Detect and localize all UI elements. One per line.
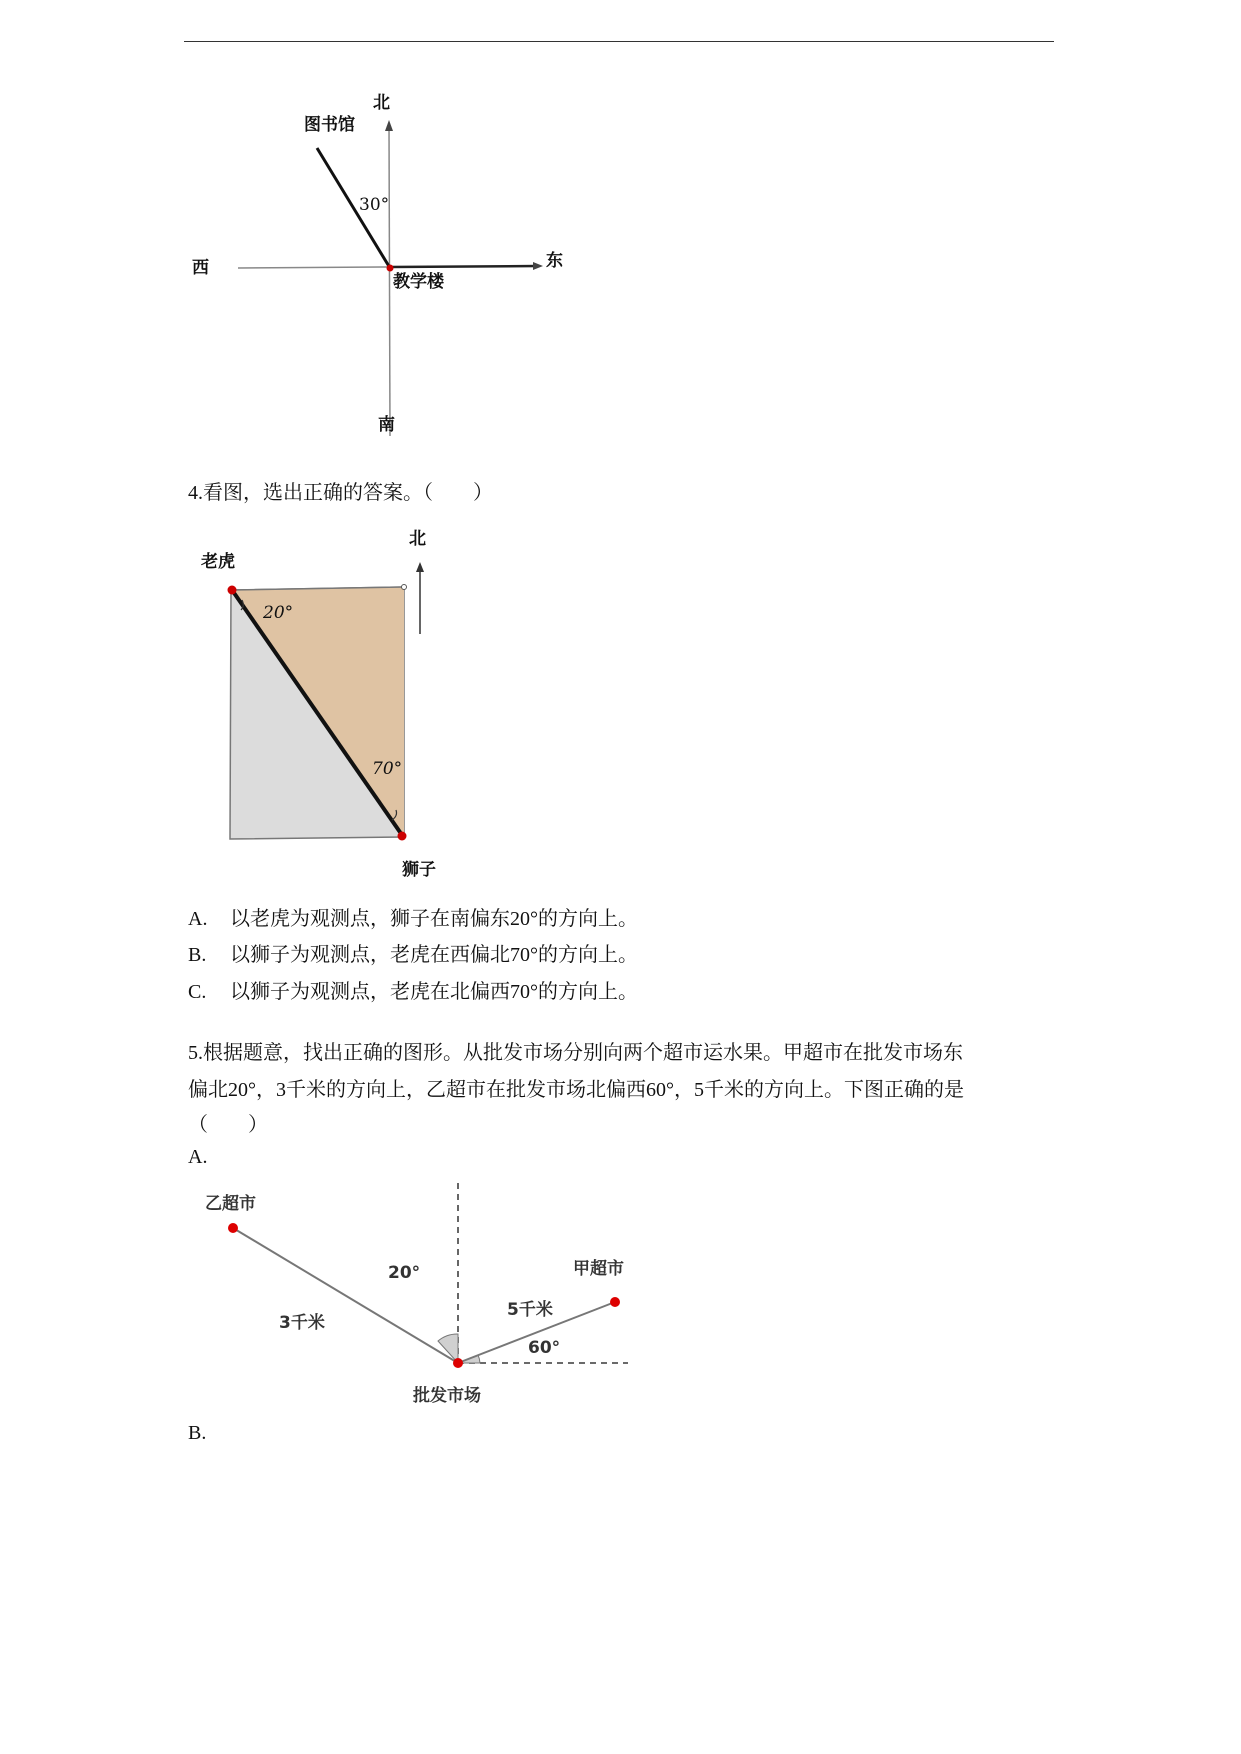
angle-60-label: 60°: [528, 1338, 561, 1358]
distance-3km-label: 3千米: [279, 1313, 325, 1333]
west-label: 西: [192, 258, 209, 278]
east-label: 东: [546, 251, 563, 271]
option-b-label[interactable]: B.: [188, 1422, 207, 1444]
angle-20-label: 20°: [263, 603, 294, 623]
option-text: 以狮子为观测点，老虎在西偏北70°的方向上。: [230, 944, 638, 966]
market-label: 批发市场: [413, 1386, 481, 1406]
option-text: 以老虎为观测点，狮子在南偏东20°的方向上。: [230, 908, 638, 930]
store-yi-label: 乙超市: [205, 1194, 256, 1214]
lion-label: 狮子: [402, 860, 436, 880]
angle-label: 30°: [359, 195, 390, 215]
north-label: 北: [373, 93, 390, 113]
option-a-label[interactable]: A.: [188, 1146, 208, 1168]
option-letter: B.: [188, 944, 207, 966]
option-letter: C.: [188, 981, 207, 1003]
question-5-line-2: 偏北20°，3千米的方向上，乙超市在批发市场北偏西60°，5千米的方向上。下图正确的是: [188, 1079, 964, 1101]
store-jia-label: 甲超市: [573, 1259, 624, 1279]
option-letter: A.: [188, 908, 208, 930]
north-label: 北: [409, 529, 426, 549]
library-label: 图书馆: [304, 115, 355, 135]
option-text: 以狮子为观测点，老虎在北偏西70°的方向上。: [230, 981, 638, 1003]
building-label: 教学楼: [393, 272, 444, 292]
tiger-label: 老虎: [201, 552, 235, 572]
question-4: 4.看图，选出正确的答案。（ ）: [188, 482, 493, 504]
angle-20-label: 20°: [388, 1263, 421, 1283]
distance-5km-label: 5千米: [507, 1300, 553, 1320]
question-5-line-3: （ ）: [188, 1114, 268, 1136]
south-label: 南: [378, 415, 395, 435]
question-5-line-1: 5.根据题意，找出正确的图形。从批发市场分别向两个超市运水果。甲超市在批发市场东: [188, 1042, 963, 1064]
angle-70-label: 70°: [372, 759, 403, 779]
